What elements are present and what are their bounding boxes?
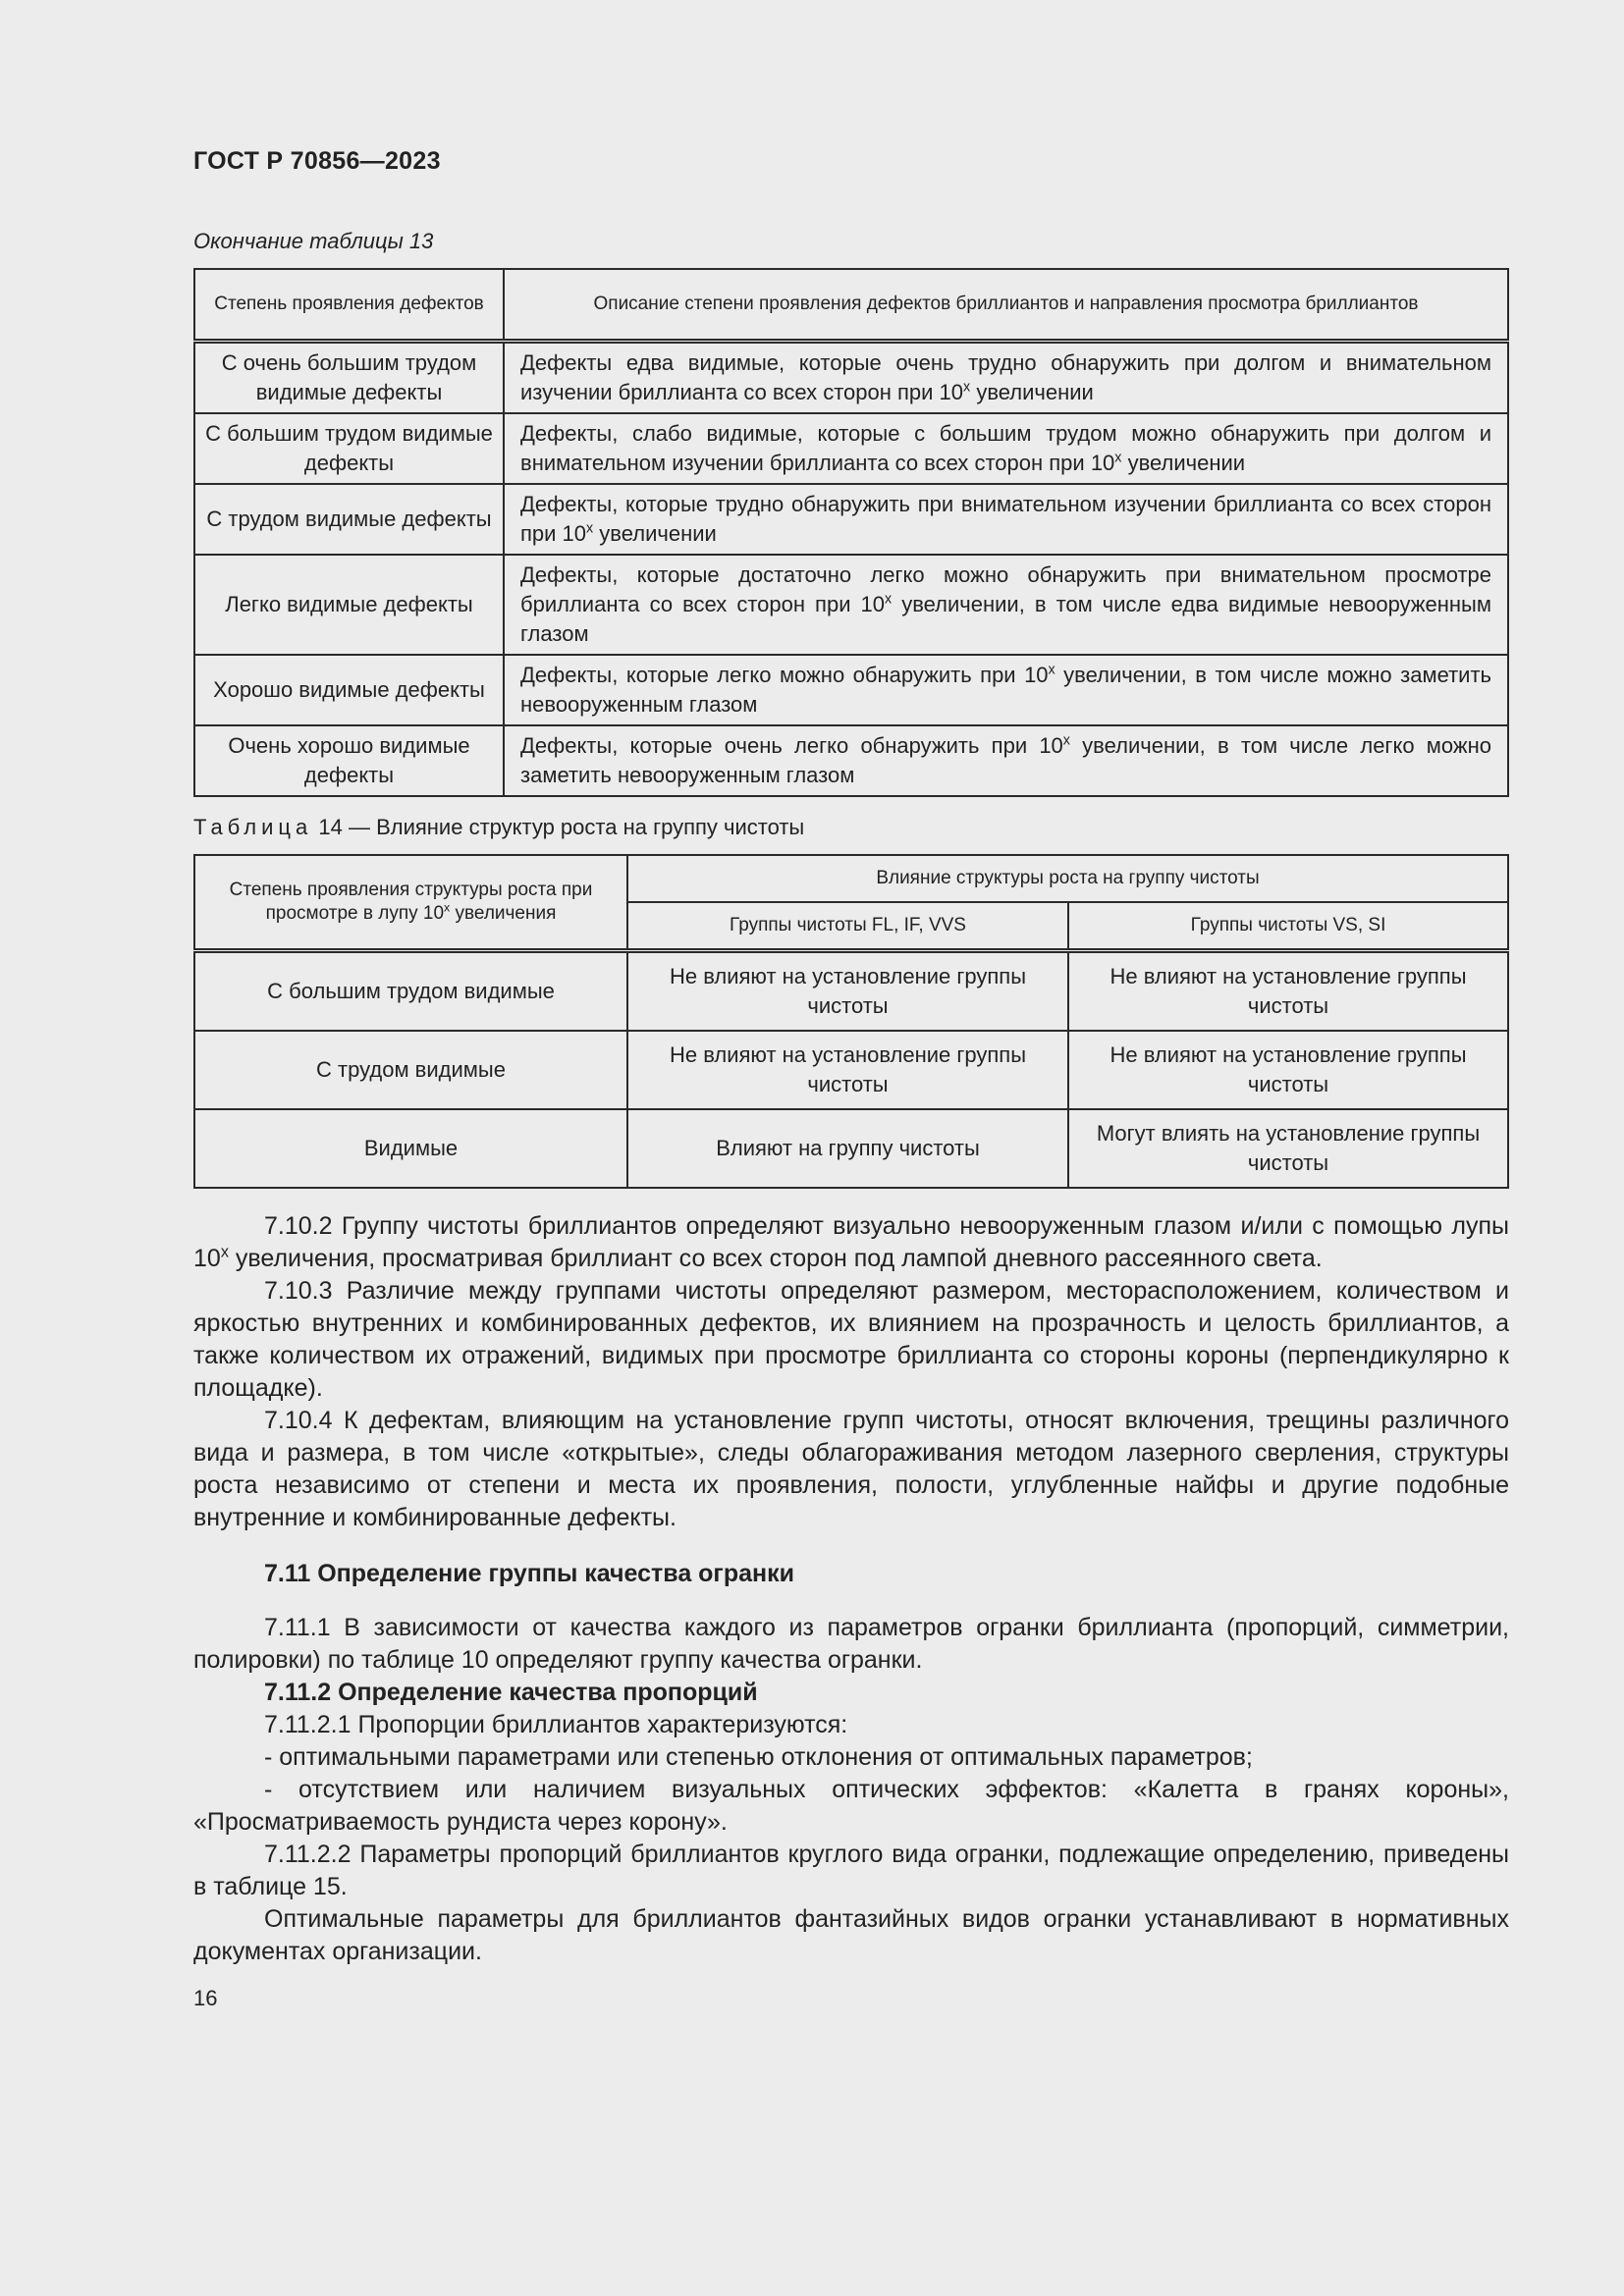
list-item: - отсутствием или наличием визуальных оптических эффектов: «Калетта в гранях короны», «Просматриваемость рундиста через корону». (193, 1776, 1509, 1836)
influence-fl-if-vvs-cell: Не влияют на установление группы чистоты (627, 1031, 1068, 1109)
table13-caption: Окончание таблицы 13 (193, 229, 434, 253)
superscript: x (963, 379, 971, 396)
table14-col1-header (194, 855, 627, 951)
text: Дефекты, которые очень легко обнаружить при 10 (520, 733, 1063, 758)
table14-subheader-2: Группы чистоты VS, SI (1068, 902, 1508, 951)
table-row (194, 1109, 1508, 1188)
paragraph-7-10-4: 7.10.4 К дефектам, влияющим на установление групп чистоты, относят включения, трещины различного вида и размера, в том числе «открытые», следы облагораживания методом лазерного сверления, структуры роста независимо от степени и места их проявления, полости, углубленные найфы и другие подобные внутренние и комбинированные дефекты. (193, 1407, 1509, 1531)
table13-col1-header: Степень проявления дефектов (194, 269, 504, 342)
influence-fl-if-vvs-cell: Не влияют на установление группы чистоты (627, 951, 1068, 1032)
paragraph-7-10-2 (193, 1210, 1509, 1275)
table-row (194, 413, 1508, 484)
table14-group-header: Влияние структуры роста на группу чистоты (627, 855, 1508, 902)
influence-vs-si-cell: Могут влиять на установление группы чистоты (1068, 1109, 1508, 1188)
defect-degree-cell: Легко видимые дефекты (194, 555, 504, 655)
defect-description-cell (504, 342, 1508, 414)
table-13 (193, 268, 1509, 797)
table-row (194, 725, 1508, 796)
paragraph-fancy-cut: Оптимальные параметры для бриллиантов фантазийных видов огранки устанавливают в нормативных документах организации. (193, 1905, 1509, 1965)
superscript: x (1048, 662, 1056, 678)
text: увеличении (1121, 451, 1246, 475)
paragraph-7-11-2-2: 7.11.2.2 Параметры пропорций бриллиантов круглого вида огранки, подлежащие определению, приведены в таблице 15. (193, 1841, 1509, 1900)
defect-description-cell (504, 484, 1508, 555)
table-row (194, 555, 1508, 655)
influence-fl-if-vvs-cell: Влияют на группу чистоты (627, 1109, 1068, 1188)
defect-description-cell (504, 655, 1508, 725)
text: увеличении (593, 521, 717, 546)
text: Дефекты, которые трудно обнаружить при внимательном изучении бриллианта со всех сторон при 10 (520, 492, 1491, 546)
table-row (194, 951, 1508, 1032)
superscript: x (586, 520, 594, 537)
defect-degree-cell: Хорошо видимые дефекты (194, 655, 504, 725)
defect-description-cell (504, 413, 1508, 484)
superscript: x (1062, 732, 1070, 749)
superscript: x (444, 900, 451, 915)
text: Дефекты, которые легко можно обнаружить при 10 (520, 663, 1049, 687)
section-title-7-11: 7.11 Определение группы качества огранки (264, 1560, 795, 1587)
defect-degree-cell: С трудом видимые дефекты (194, 484, 504, 555)
growth-degree-cell: С трудом видимые (194, 1031, 627, 1109)
defect-degree-cell: С очень большим трудом видимые дефекты (194, 342, 504, 414)
table14-caption (193, 815, 1509, 840)
superscript: x (1114, 450, 1122, 466)
text: 7.10.2 Группу чистоты бриллиантов определяют визуально невооруженным глазом и/или с помощью лупы 10 (193, 1212, 1509, 1272)
text: увеличения, просматривая бриллиант со всех сторон под лампой дневного рассеянного света. (228, 1245, 1323, 1272)
paragraph-7-11-1: 7.11.1 В зависимости от качества каждого из параметров огранки бриллианта (пропорций, симметрии, полировки) по таблице 10 определяют группу качества огранки. (193, 1614, 1509, 1674)
influence-vs-si-cell: Не влияют на установление группы чистоты (1068, 1031, 1508, 1109)
header-text: увеличения (450, 903, 557, 924)
table-row (194, 1031, 1508, 1109)
text: увеличении, в том числе едва видимые невооруженным глазом (520, 592, 1491, 646)
text: увеличении, в том числе можно заметить невооруженным глазом (520, 663, 1491, 717)
header-text: Степень проявления структуры роста при просмотре в лупу 10 (229, 880, 593, 924)
table14-subheader-1: Группы чистоты FL, IF, VVS (627, 902, 1068, 951)
table-row (194, 342, 1508, 414)
table-row (194, 655, 1508, 725)
list-item: - оптимальными параметрами или степенью отклонения от оптимальных параметров; (264, 1743, 1253, 1771)
text: Дефекты, слабо видимые, которые с большим трудом можно обнаружить при долгом и внимательном изучении бриллианта со всех сторон при 10 (520, 421, 1491, 475)
text: Дефекты, которые достаточно легко можно обнаружить при внимательном просмотре бриллианта со всех сторон при 10 (520, 562, 1491, 616)
body-text (193, 1210, 1509, 1968)
document-page (193, 147, 1509, 2011)
growth-degree-cell: Видимые (194, 1109, 627, 1188)
influence-vs-si-cell: Не влияют на установление группы чистоты (1068, 951, 1508, 1032)
superscript: x (220, 1243, 229, 1261)
table-row (194, 484, 1508, 555)
page-number: 16 (193, 1986, 218, 2010)
table14-caption-text: 14 — Влияние структур роста на группу чистоты (312, 815, 805, 839)
table13-col2-header: Описание степени проявления дефектов бриллиантов и направления просмотра бриллиантов (504, 269, 1508, 342)
defect-degree-cell: Очень хорошо видимые дефекты (194, 725, 504, 796)
paragraph-7-11-2-1: 7.11.2.1 Пропорции бриллиантов характеризуются: (264, 1711, 848, 1738)
defect-description-cell (504, 725, 1508, 796)
paragraph-7-10-3: 7.10.3 Различие между группами чистоты определяют размером, месторасположением, количеством и яркостью внутренних и комбинированных дефектов, их влиянием на прозрачность и целость бриллиантов, а также количеством их отражений, видимых при просмотре бриллианта со стороны короны (перпендикулярно к площадке). (193, 1277, 1509, 1402)
text: увеличении, в том числе легко можно заметить невооруженным глазом (520, 733, 1491, 787)
text: увеличении (970, 380, 1094, 404)
document-id: ГОСТ Р 70856—2023 (193, 147, 441, 175)
table14-caption-label: Таблица (193, 815, 313, 839)
table-header-row (194, 269, 1508, 342)
subsection-title-7-11-2: 7.11.2 Определение качества пропорций (264, 1679, 758, 1706)
growth-degree-cell: С большим трудом видимые (194, 951, 627, 1032)
superscript: x (885, 591, 893, 608)
defect-description-cell (504, 555, 1508, 655)
table-header-row (194, 855, 1508, 902)
text: Дефекты едва видимые, которые очень трудно обнаружить при долгом и внимательном изучении бриллианта со всех сторон при 10 (520, 350, 1491, 404)
table-14 (193, 854, 1509, 1189)
defect-degree-cell: С большим трудом видимые дефекты (194, 413, 504, 484)
